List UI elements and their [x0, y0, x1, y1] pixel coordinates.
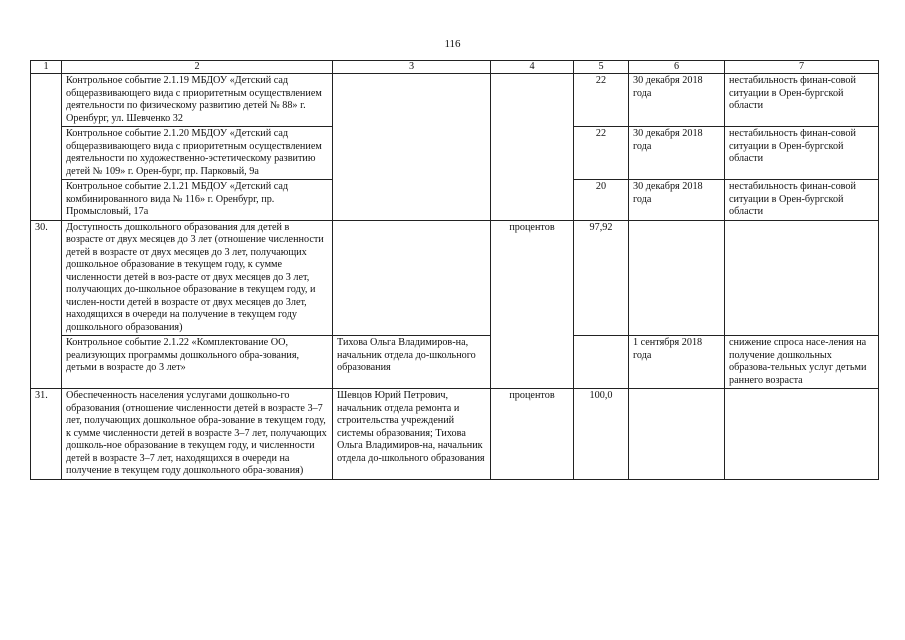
row-date: 1 сентября 2018 года — [629, 336, 725, 389]
row-risk: снижение спроса насе-ления на получение дошкольных образова-тельных услуг детьми раннего возраста — [725, 336, 879, 389]
row-description: Обеспеченность населения услугами дошкольно-го образования (отношение численности детей в возрасте 3–7 лет, получающих дошкольное обра-зование в текущем году, к сумме численности детей в возрасте 3–7 лет, получающих дошколь-ное образование в текущем году, и численности детей в возрасте 3–7 лет, находящихся в очереди на получение в текущем году дошкольного обра-зования) — [62, 389, 333, 480]
row-risk — [725, 220, 879, 336]
header-col-4: 4 — [491, 61, 574, 74]
row-number: 30. — [31, 220, 62, 389]
row-description: Контрольное событие 2.1.19 МБДОУ «Детский сад общеразвивающего вида с приоритетным осуществлением деятельности по физическому развитию детей № 88» г. Оренбург, ул. Шевченко 32 — [62, 74, 333, 127]
header-col-7: 7 — [725, 61, 879, 74]
row-risk — [725, 389, 879, 480]
row-description: Контрольное событие 2.1.20 МБДОУ «Детский сад общеразвивающего вида с приоритетным осуществлением деятельности по художественно-эстетическому развитию детей № 109» г. Орен-бург, пр. Парковый, 9а — [62, 127, 333, 180]
row-description: Контрольное событие 2.1.21 МБДОУ «Детский сад комбинированного вида № 116» г. Оренбург, пр. Промысловый, 17а — [62, 180, 333, 221]
row-description: Контрольное событие 2.1.22 «Комплектование ОО, реализующих программы дошкольного обра-зования, детьми в возрасте до 3 лет» — [62, 336, 333, 389]
row-value: 100,0 — [574, 389, 629, 480]
row-date: 30 декабря 2018 года — [629, 74, 725, 127]
row-risk: нестабильность финан-совой ситуации в Орен-бургской области — [725, 180, 879, 221]
row-value: 22 — [574, 74, 629, 127]
row-responsible: Шевцов Юрий Петрович, начальник отдела ремонта и строительства учреждений системы образования; Тихова Ольга Владимиров-на, начальник отдела до-школьного образования — [333, 389, 491, 480]
row-date: 30 декабря 2018 года — [629, 127, 725, 180]
header-col-2: 2 — [62, 61, 333, 74]
page-number: 116 — [444, 38, 461, 50]
table-row — [31, 336, 879, 389]
row-date — [629, 220, 725, 336]
row-value — [574, 336, 629, 389]
row-risk: нестабильность финан-совой ситуации в Орен-бургской области — [725, 127, 879, 180]
header-col-5: 5 — [574, 61, 629, 74]
table-row — [31, 389, 879, 480]
row-unit — [491, 74, 574, 221]
row-number — [31, 74, 62, 221]
row-value: 97,92 — [574, 220, 629, 336]
row-unit: процентов — [491, 389, 574, 480]
header-col-6: 6 — [629, 61, 725, 74]
table-row — [31, 220, 879, 336]
row-value: 20 — [574, 180, 629, 221]
row-responsible: Тихова Ольга Владимиров-на, начальник отдела до-школьного образования — [333, 336, 491, 389]
row-date — [629, 389, 725, 480]
row-responsible — [333, 220, 491, 336]
row-number: 31. — [31, 389, 62, 480]
header-col-1: 1 — [31, 61, 62, 74]
header-col-3: 3 — [333, 61, 491, 74]
row-risk: нестабильность финан-совой ситуации в Орен-бургской области — [725, 74, 879, 127]
indicators-table — [30, 60, 879, 480]
row-date: 30 декабря 2018 года — [629, 180, 725, 221]
table-row — [31, 74, 879, 127]
row-value: 22 — [574, 127, 629, 180]
row-unit: процентов — [491, 220, 574, 389]
row-description: Доступность дошкольного образования для детей в возрасте от двух месяцев до 3 лет (отношение численности детей в возрасте от двух месяцев до 3 лет, получающих дошкольное образование в текущем году, к сумме численности детей в воз-расте от двух месяцев до 3 лет, получающих до-школьное образование в текущем году, и числен-ности детей в возрасте от двух месяцев до 3лет, находящихся в очереди на получение в текущем году дошкольного образования) — [62, 220, 333, 336]
row-responsible — [333, 74, 491, 221]
table-header-row — [31, 61, 879, 74]
